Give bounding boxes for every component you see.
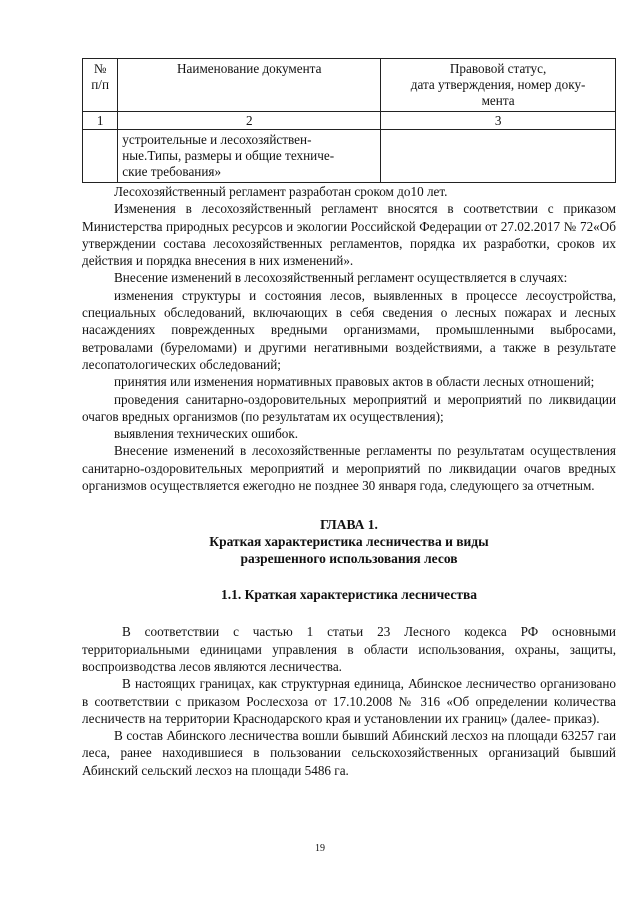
section-heading: 1.1. Краткая характеристика лесничества [220,587,478,603]
header-number-cell [83,59,118,112]
page-number: 19 [315,843,325,854]
table-header-row [83,59,616,112]
paragraph: принятия или изменения нормативных правовых актов в области лесных отношений; [114,374,595,390]
column-number-2: 2 [118,112,381,130]
chapter-heading [82,516,616,567]
paragraph: Лесохозяйственный регламент разработан сроком до10 лет. [114,184,448,199]
paragraph: изменения структуры и состояния лесов, выявленных в процессе лесоустройства, специальных обследований, включающих в себя сведения о лесных пожарах и лесных насаждениях поврежденных вредными организмами, промышленными выбросами, ветровалами (буреломами) и другими негативными воздействиями, а также в результате лесопатологических обследований; [82,287,616,372]
column-number-1: 1 [83,112,118,130]
paragraph: В настоящих границах, как структурная единица, Абинское лесничество организовано в соответствии с приказом Рослесхоза от 17.10.2008 № 316 «Об определении количества лесничеств на территории Краснодарского края и установлении их границ» (далее- приказ). [82,676,616,726]
paragraph: проведения санитарно-оздоровительных мероприятий и мероприятий по ликвидации очагов вредных организмов (по результатам их осуществления); [82,391,616,424]
paragraph: Внесение изменений в лесохозяйственные регламенты по результатам осуществления санитарно-оздоровительных мероприятий и мероприятий по ликвидации очагов вредных организмов осуществляется ежегодно не позднее 30 января года, следующего за отчетным. [82,443,616,494]
header-legal-status-cell [381,59,616,112]
row-number-cell [83,130,118,183]
header-legal-status-label: Правовой статус, дата утверждения, номер доку- мента [410,61,586,108]
chapter-number: ГЛАВА 1. [320,517,378,533]
column-number-3: 3 [381,112,616,130]
documents-table [82,58,616,183]
row-legal-status-cell [381,130,616,183]
header-number-label: № п/п [91,61,110,92]
paragraph: выявления технических ошибок. [114,426,299,442]
chapter-title-line-2: разрешенного использования лесов [240,551,458,567]
section-body-text [82,623,616,779]
table-column-numbers-row [83,112,616,130]
paragraph: Внесение изменений в лесохозяйственный регламент осуществляется в случаях: [114,270,568,286]
document-page [82,58,616,779]
paragraph: В состав Абинского лесничества вошли бывший Абинский лесхоз на площади 63257 гаи леса, ранее находившиеся в пользовании сельскохозяйственных организаций бывший Абинский сельский лесхоз на площади 5486 га. [82,728,616,778]
chapter-title-line-1: Краткая характеристика лесничества и виды [209,534,489,550]
row-document-name: устроительные и лесохозяйствен- ные.Типы, размеры и общие техниче- ские требования» [122,132,335,179]
body-text [82,183,616,494]
table-row [83,130,616,183]
paragraph: В соответствии с частью 1 статьи 23 Лесного кодекса РФ основными территориальными единицами управления в области использования, охраны, защиты, воспроизводства лесов являются лесничества. [82,624,616,674]
header-document-name-cell [118,59,381,112]
row-document-name-cell [118,130,381,183]
header-document-name-label: Наименование документа [177,61,322,76]
paragraph: Изменения в лесохозяйственный регламент вносятся в соответствии с приказом Министерства природных ресурсов и экологии Российской Федерации от 27.02.2017 № 72«Об утверждении состава лесохозяйственных регламентов, порядка их разработки, сроков их действия и порядка внесения в них изменений». [82,201,616,269]
